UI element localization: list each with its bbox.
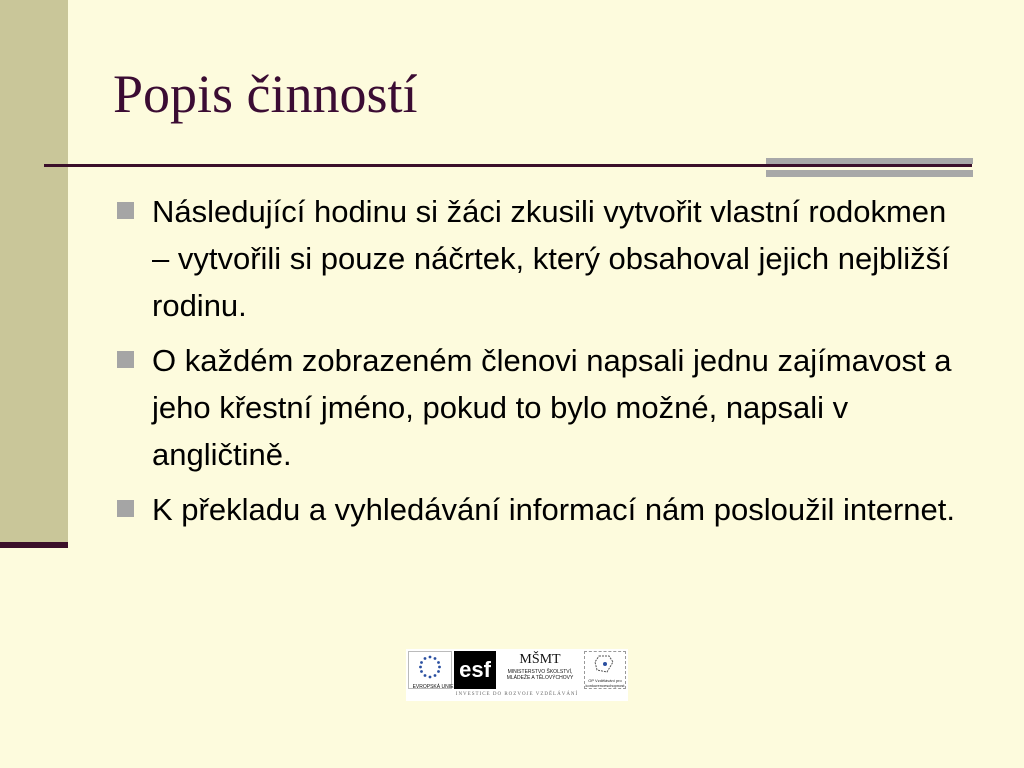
eu-caption: EVROPSKÁ UNIE <box>412 684 454 690</box>
bullet-list <box>114 188 964 541</box>
op-vk-logo <box>584 651 626 689</box>
op-caption: OP Vzdělávání pro konkurenceschopnost <box>585 678 625 688</box>
msmt-logo <box>500 651 580 689</box>
msmt-mark: MŠMT <box>519 652 561 667</box>
bullet-text: Následující hodinu si žáci zkusili vytvořit vlastní rodokmen – vytvořili si pouze náčrtek, který obsahoval jejich nejbližší rodinu. <box>152 194 950 323</box>
slide-title: Popis činností <box>113 64 418 124</box>
bullet-item <box>114 337 964 478</box>
left-band-underline <box>0 542 68 548</box>
title-rule <box>44 164 972 167</box>
square-bullet-icon <box>117 351 134 368</box>
esf-logo: esf <box>454 651 496 689</box>
bullet-text: O každém zobrazeném členovi napsali jednu zajímavost a jeho křestní jméno, pokud to bylo možné, napsali v angličtině. <box>152 343 952 472</box>
logo-slogan: INVESTICE DO ROZVOJE VZDĚLÁVÁNÍ <box>455 692 579 697</box>
square-bullet-icon <box>117 500 134 517</box>
eu-stars-icon <box>409 652 451 682</box>
title-rule-accent-bottom <box>766 170 973 177</box>
square-bullet-icon <box>117 202 134 219</box>
bullet-item <box>114 486 964 533</box>
bullet-item <box>114 188 964 329</box>
op-vk-icon <box>585 652 625 676</box>
funding-logo-strip <box>406 649 628 701</box>
left-decorative-band <box>0 0 68 544</box>
msmt-caption: MINISTERSTVO ŠKOLSTVÍ, MLÁDEŽE A TĚLOVÝCHOVY <box>506 669 574 681</box>
bullet-text: K překladu a vyhledávání informací nám posloužil internet. <box>152 492 955 527</box>
eu-flag-logo <box>408 651 452 689</box>
